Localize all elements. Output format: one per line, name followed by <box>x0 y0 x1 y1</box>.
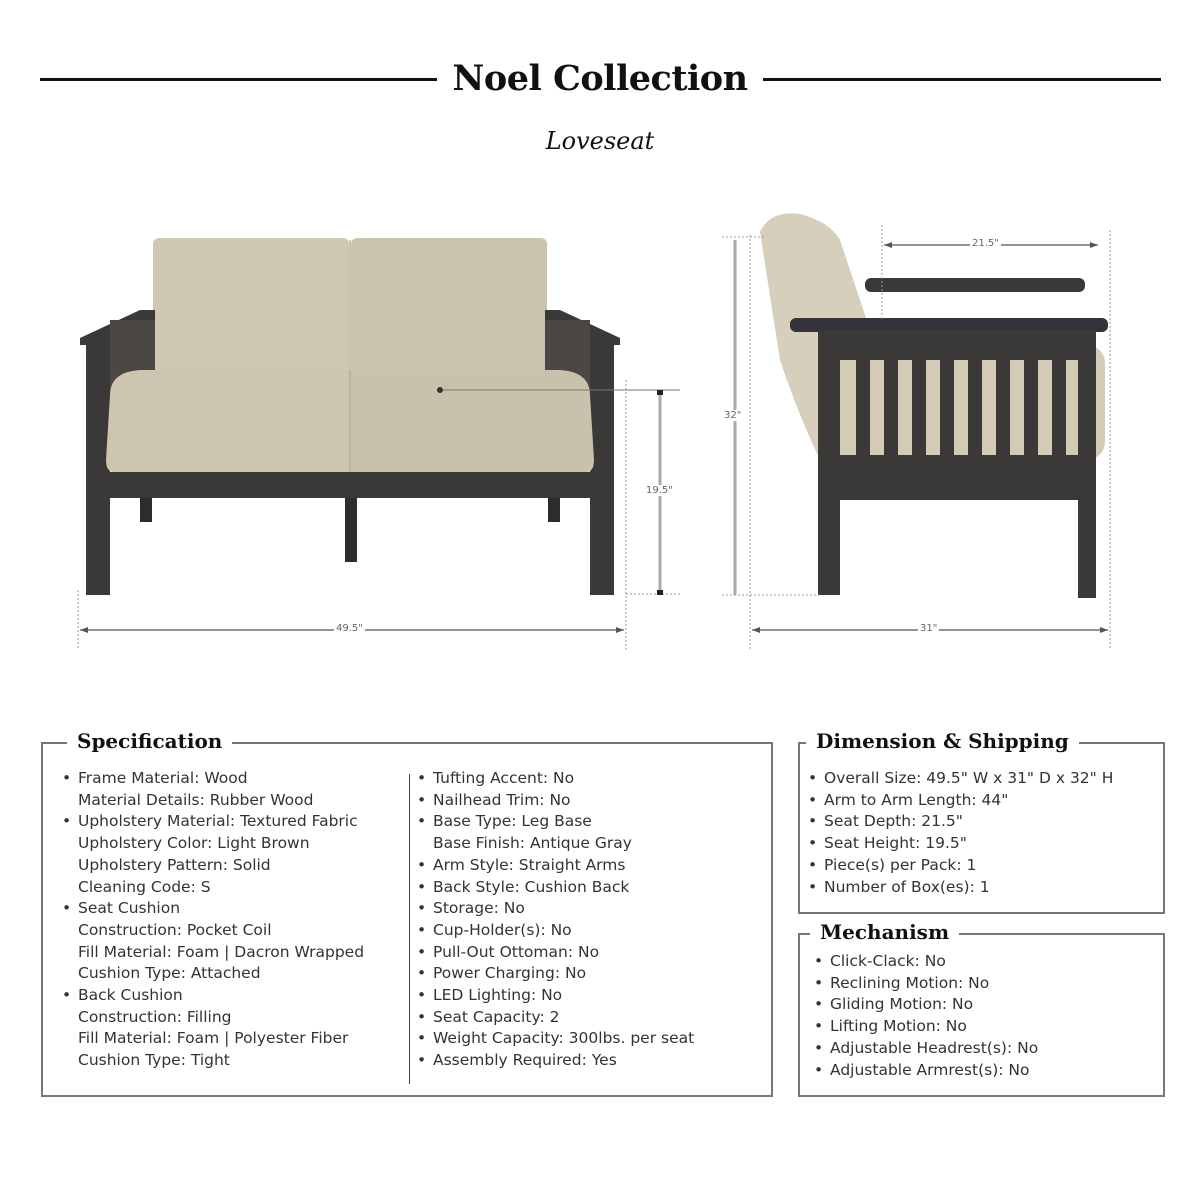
dimension-item: • Seat Depth: 21.5" <box>804 811 1113 833</box>
dimension-item: • Arm to Arm Length: 44" <box>804 790 1113 812</box>
spec-item: • Upholstery Material: Textured Fabric <box>58 811 364 833</box>
loveseat-front-view <box>0 200 700 670</box>
dimension-item: • Number of Box(es): 1 <box>804 877 1113 899</box>
dimension-item: • Overall Size: 49.5" W x 31" D x 32" H <box>804 768 1113 790</box>
spec-item: • Assembly Required: Yes <box>413 1050 694 1072</box>
spec-item: Fill Material: Foam | Dacron Wrapped <box>78 942 365 961</box>
mechanism-item: • Reclining Motion: No <box>810 973 1038 995</box>
mechanism-item: • Lifting Motion: No <box>810 1016 1038 1038</box>
spec-item: Upholstery Color: Light Brown <box>78 834 310 853</box>
spec-item: Fill Material: Foam | Polyester Fiber <box>78 1029 349 1048</box>
spec-item: Construction: Pocket Coil <box>78 920 272 939</box>
dimension-shipping-list <box>804 768 1113 898</box>
mechanism-list <box>810 951 1038 1081</box>
dimension-shipping-box <box>798 729 1165 914</box>
product-subtitle: Loveseat <box>545 127 655 155</box>
spec-item: • Weight Capacity: 300lbs. per seat <box>413 1028 694 1050</box>
spec-item: • Storage: No <box>413 898 694 920</box>
side-depth-label: 31" <box>920 623 938 634</box>
dimension-item: • Piece(s) per Pack: 1 <box>804 855 1113 877</box>
loveseat-side-view <box>700 200 1160 670</box>
spec-item: Cushion Type: Tight <box>78 1051 230 1070</box>
spec-item: Construction: Filling <box>78 1007 232 1026</box>
mechanism-box <box>798 920 1165 1097</box>
spec-item: Base Finish: Antique Gray <box>433 834 632 853</box>
spec-item: • Seat Capacity: 2 <box>413 1007 694 1029</box>
spec-item: • Pull-Out Ottoman: No <box>413 942 694 964</box>
side-height-label: 32" <box>724 410 742 421</box>
mechanism-item: • Gliding Motion: No <box>810 994 1038 1016</box>
specification-title: Specification <box>67 729 232 753</box>
seat-depth-label: 21.5" <box>972 238 999 249</box>
mechanism-title: Mechanism <box>810 920 959 944</box>
front-width-label: 49.5" <box>336 623 363 634</box>
spec-item: Upholstery Pattern: Solid <box>78 855 271 874</box>
spec-item: • Tufting Accent: No <box>413 768 694 790</box>
collection-title: Noel Collection <box>452 58 748 99</box>
mechanism-item: • Adjustable Headrest(s): No <box>810 1038 1038 1060</box>
column-divider <box>409 774 410 1084</box>
spec-item: Cleaning Code: S <box>78 877 211 896</box>
spec-item: • LED Lighting: No <box>413 985 694 1007</box>
spec-item: • Power Charging: No <box>413 963 694 985</box>
specification-box <box>41 729 773 1097</box>
spec-item: • Cup-Holder(s): No <box>413 920 694 942</box>
specification-left-list <box>58 768 364 1072</box>
dimension-shipping-title: Dimension & Shipping <box>806 729 1079 753</box>
spec-item: • Frame Material: Wood <box>58 768 364 790</box>
spec-item: • Seat Cushion <box>58 898 364 920</box>
spec-item: • Nailhead Trim: No <box>413 790 694 812</box>
mechanism-item: • Adjustable Armrest(s): No <box>810 1060 1038 1082</box>
spec-item: • Arm Style: Straight Arms <box>413 855 694 877</box>
dimension-item: • Seat Height: 19.5" <box>804 833 1113 855</box>
spec-item: • Back Cushion <box>58 985 364 1007</box>
spec-item: • Base Type: Leg Base <box>413 811 694 833</box>
seat-height-label: 19.5" <box>646 485 673 496</box>
spec-item: Cushion Type: Attached <box>78 964 261 983</box>
spec-item: Material Details: Rubber Wood <box>78 790 314 809</box>
mechanism-item: • Click-Clack: No <box>810 951 1038 973</box>
spec-item: • Back Style: Cushion Back <box>413 877 694 899</box>
specification-right-list <box>413 768 694 1072</box>
